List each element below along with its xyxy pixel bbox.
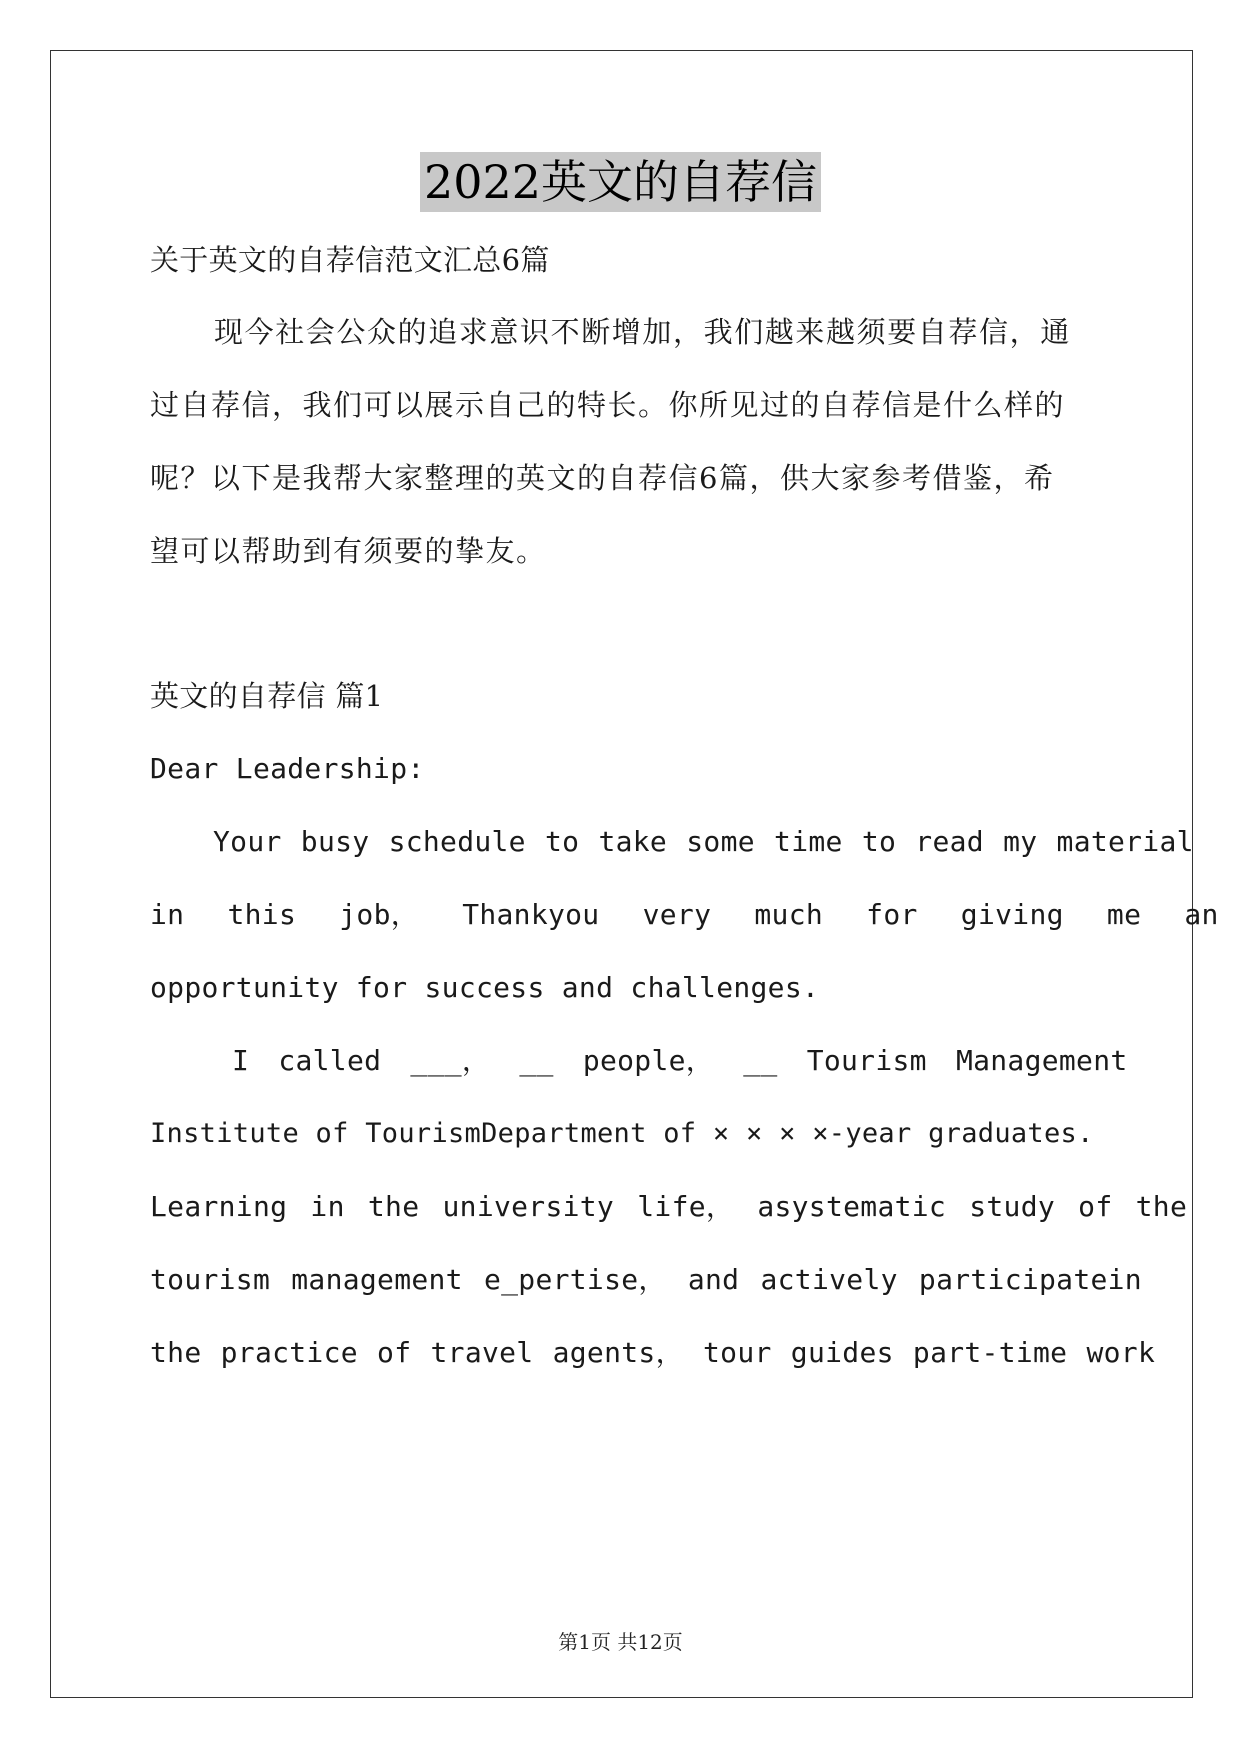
body-line-3: opportunity for success and challenges. [150,971,820,1004]
body-line-1: Your busy schedule to take some time to read my material [213,825,1194,858]
section-heading: 英文的自荐信 篇1 [150,679,384,713]
intro-line-1-text: 现今社会公众的追求意识不断增加，我们越来越须要自荐信，通 [214,315,1071,349]
document-title-text: 2022英文的自荐信 [420,152,821,212]
intro-line-3: 呢？以下是我帮大家整理的英文的自荐信6篇，供大家参考借鉴，希 [150,461,1055,495]
page-footer: 第1页 共12页 [558,1630,683,1654]
intro-line-1 [150,312,1090,352]
body-line-2: in this job， Thankyou very much for giving me an [150,898,1219,931]
body-line-8: the practice of travel agents， tour guides part-time work [150,1336,1156,1369]
intro-line-4: 望可以帮助到有须要的挚友。 [150,534,547,568]
intro-line-2: 过自荐信，我们可以展示自己的特长。你所见过的自荐信是什么样的 [150,388,1066,422]
page-border [50,50,1219,1698]
body-line-7: tourism management e_pertise， and actively participatein [150,1263,1142,1296]
body-line-6: Learning in the university life， asystematic study of the [150,1190,1188,1223]
body-line-5: Institute of TourismDepartment of × × × ×-year graduates. [150,1118,1094,1149]
salutation: Dear Leadership: [150,752,425,785]
document-title [0,152,1241,223]
body-line-4: I called ___， __ people， __ Tourism Management [232,1044,1128,1077]
subtitle: 关于英文的自荐信范文汇总6篇 [150,243,550,277]
